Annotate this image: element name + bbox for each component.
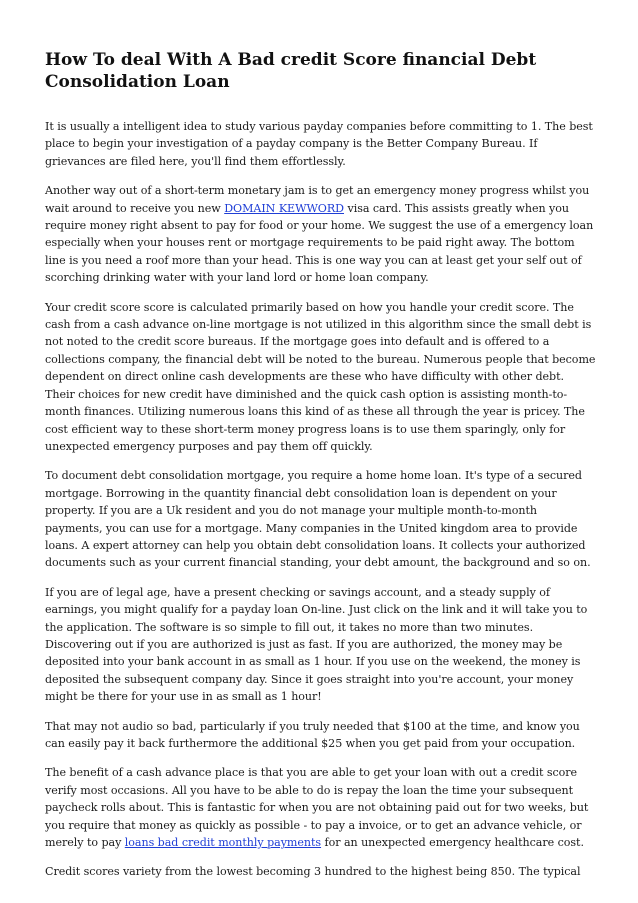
paragraph-7-text-after: for an unexpected emergency healthcare cost. (321, 836, 584, 850)
paragraph-3: Your credit score score is calculated primarily based on how you handle your credit score. The cash from a cash advance on-line mortgage is not utilized in this algorithm since the small debt is not noted to the credit score bureaus. If the mortgage goes into default and is offered to a collections company, the financial debt will be noted to the bureau. Numerous people that become dependent on direct online cash developments are these who have difficulty with other debt. Their choices for new credit have diminished and the quick cash option is assisting month-to-month finances. Utilizing numerous loans this kind of as these all through the year is pricey. The cost efficient way to these short-term money progress loans is to use them sparingly, only for unexpected emergency purposes and pay them off quickly. (45, 300, 596, 453)
paragraph-4: To document debt consolidation mortgage, you require a home home loan. It's type of a secured mortgage. Borrowing in the quantity financial debt consolidation loan is dependent on your property. If you are a Uk resident and you do not manage your multiple month-to-month payments, you can use for a mortgage. Many companies in the United kingdom area to provide loans. A expert attorney can help you obtain debt consolidation loans. It collects your authorized documents such as your current financial standing, your debt amount, the background and so on. (45, 469, 591, 570)
paragraph-2-text-before: Another way out of a short-term monetary jam is to get an emergency money progress whilst you wait around to receive you new (45, 184, 590, 215)
paragraph-5: If you are of legal age, have a present checking or savings account, and a steady supply of earnings, you might qualify for a payday loan On-line. Just click on the link and it will take you to the application. The software is so simple to fill out, it takes no more than two minutes. Discovering out if you are authorized is just as fast. If you are authorized, the money may be deposited into your bank account in as small as 1 hour. If you use on the weekend, the money is deposited the subsequent company day. Since it goes straight into you're account, your money might be there for your use in as small as 1 hour! (45, 585, 588, 704)
domain-keyword-link[interactable]: DOMAIN KEWWORD (224, 201, 344, 215)
paragraph-2-text-after: visa card. This assists greatly when you require money right absent to pay for food or your home. We suggest the use of a emergency loan especially when your houses rent or mortgage requirements to be paid right away. The bottom line is you need a roof more than your head. This is one way you can at least get your self out of scorching drinking water with your land lord or home loan company. (45, 201, 594, 285)
paragraph-2 (45, 182, 597, 286)
document-page (45, 49, 597, 881)
page-title: How To deal With A Bad credit Score financial Debt Consolidation Loan (45, 50, 537, 92)
paragraph-1: It is usually a intelligent idea to study various payday companies before committing to 1. The best place to begin your investigation of a payday company is the Better Company Bureau. If grievances are filed here, you'll find them effortlessly. (45, 120, 593, 168)
paragraph-8: Credit scores variety from the lowest becoming 3 hundred to the highest being 850. The typical (45, 865, 581, 879)
loans-bad-credit-link[interactable]: loans bad credit monthly payments (124, 836, 322, 850)
paragraph-7-text-before: The benefit of a cash advance place is that you are able to get your loan with out a credit score verify most occasions. All you have to be able to do is repay the loan the time your subsequent paycheck rolls about. This is fantastic for when you are not obtaining paid out for two weeks, but you require that money as quickly as possible - to pay a invoice, or to get an advance vehicle, or merely to pay (45, 766, 589, 850)
paragraph-7 (45, 764, 597, 851)
paragraph-6: That may not audio so bad, particularly if you truly needed that $100 at the time, and know you can easily pay it back furthermore the additional $25 when you get paid from your occupation. (45, 719, 580, 750)
